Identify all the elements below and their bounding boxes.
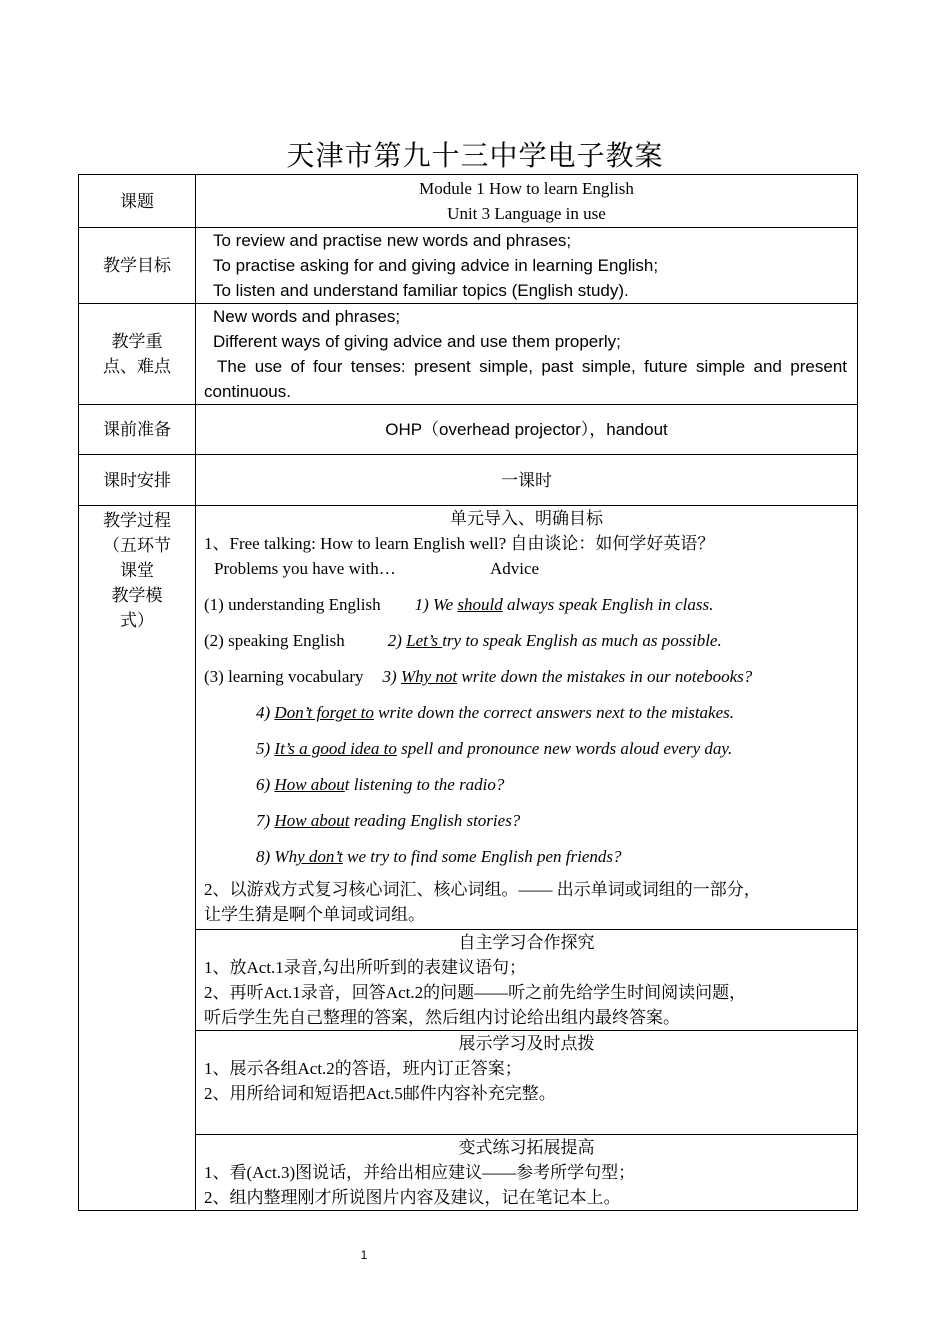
advice-list [204,587,849,875]
row-process-stage3 [79,1031,858,1135]
stage3-cell [196,1031,858,1135]
advice-row [204,587,849,623]
stage3-title: 展示学习及时点拨 [458,1034,595,1053]
stage3-line-1: 1、展示各组Act.2的答语，班内订正答案； [204,1059,522,1078]
stage4-title: 变式练习拓展提高 [458,1138,595,1157]
process-label-5: 式） [120,611,154,630]
advice-num: 3) [382,667,401,686]
topic-unit: Unit 3 Language in use [447,204,606,223]
advice-row [204,695,849,731]
label-time: 课时安排 [79,455,196,506]
key-3: The use of four tenses: present simple, past simple, future simple and present [217,357,847,376]
stage2-line-1: 1、放Act.1录音,勾出所听到的表建议语句； [204,958,527,977]
advice-key: Don’t forget to [274,703,374,722]
row-topic [79,175,858,228]
value-topic [196,175,858,228]
problem-text: (2) speaking English [204,631,345,650]
stage3-line-2: 2、用所给词和短语把Act.5邮件内容补充完整。 [204,1084,556,1103]
advice-pre: Wh [274,847,298,866]
stage1-intro: 1、Free talking: How to learn English well? 自由谈论：如何学好英语？ [204,534,715,553]
lesson-plan-table [78,174,858,1211]
value-prep: OHP（overhead projector），handout [196,405,858,455]
row-prep [79,405,858,455]
advice-row [204,839,849,875]
row-process-stage4 [79,1135,858,1211]
stage2-line-3: 听后学生先自己整理的答案，然后组内讨论给出组内最终答案。 [204,1008,680,1027]
process-label-2: （五环节 [103,536,171,555]
advice-key: It’s a good idea to [274,739,397,758]
stage1-cell [196,506,858,930]
advice-key: should [457,595,503,614]
row-key-points [79,304,858,405]
advice-text [256,739,732,758]
key-1: New words and phrases; [213,307,401,326]
advice-num: 1) [414,595,434,614]
process-label-3: 课堂 [120,561,154,580]
value-time: 一课时 [196,455,858,506]
stage4-line-1: 1、看(Act.3)图说话，并给出相应建议——参考所学句型； [204,1163,636,1182]
goal-2: To practise asking for and giving advice in learning English; [213,256,659,275]
advice-post: always speak English in class. [502,595,714,614]
advice-num: 2) [387,631,407,650]
label-process [79,506,196,1211]
stage1-title: 单元导入、明确目标 [450,509,603,528]
stage1-game-2: 让学生猜是啊个单词或词组。 [204,905,425,924]
header-advice: Advice [490,559,540,578]
advice-key: Let’s [406,631,443,650]
stage2-line-2: 2、再听Act.1录音，回答Act.2的问题——听之前先给学生时间阅读问题， [204,983,747,1002]
label-key-1: 教学重 [111,332,163,351]
value-key-points [196,304,858,405]
advice-text [256,703,734,722]
stage2-title: 自主学习合作探究 [458,933,595,952]
stage1-game-1: 2、以游戏方式复习核心词汇、核心词组。—— 出示单词或词组的一部分， [204,880,761,899]
key-4: continuous. [204,382,291,401]
advice-post: try to speak English as much as possible. [442,631,722,650]
advice-key: y don’t [297,847,343,866]
advice-row [204,803,849,839]
label-topic: 课题 [79,175,196,228]
topic-module: Module 1 How to learn English [419,179,634,198]
header-problems: Problems you have with… [214,559,396,578]
advice-row [204,767,849,803]
advice-row [204,623,849,659]
process-label-1: 教学过程 [103,511,171,530]
row-goals [79,228,858,304]
advice-num: 4) [256,703,275,722]
document-title: 天津市第九十三中学电子教案 [286,141,664,172]
goal-1: To review and practise new words and phrases; [213,231,572,250]
stage2-cell [196,930,858,1031]
stage4-cell [196,1135,858,1211]
advice-key: Why not [400,667,458,686]
advice-num: 6) [256,775,275,794]
advice-num: 5) [256,739,275,758]
advice-post: t listening to the radio? [344,775,505,794]
advice-pre: We [433,595,458,614]
label-key-points [79,304,196,405]
advice-key: How abou [274,775,345,794]
value-goals [196,228,858,304]
page-number: 1 [360,1248,368,1262]
problem-text: (3) learning vocabulary [204,667,364,686]
label-key-2: 点、难点 [103,357,171,376]
advice-text [388,631,722,650]
stage1-headers [204,556,849,587]
advice-post: we try to find some English pen friends? [342,847,622,866]
key-2: Different ways of giving advice and use them properly; [213,332,621,351]
goal-3: To listen and understand familiar topics (English study). [213,281,629,300]
advice-text [256,775,504,794]
advice-text [383,667,753,686]
row-process-stage2 [79,930,858,1031]
advice-row [204,659,849,695]
label-prep: 课前准备 [79,405,196,455]
stage4-line-2: 2、组内整理刚才所说图片内容及建议，记在笔记本上。 [204,1188,621,1207]
advice-text [256,811,520,830]
advice-text [415,595,714,614]
advice-key: How about [274,811,350,830]
row-process-stage1 [79,506,858,930]
advice-post: write down the correct answers next to the mistakes. [373,703,735,722]
advice-text [256,847,621,866]
process-label-4: 教学模 [111,586,163,605]
advice-row [204,731,849,767]
row-time [79,455,858,506]
advice-post: spell and pronounce new words aloud every day. [396,739,733,758]
label-goals: 教学目标 [79,228,196,304]
advice-post: write down the mistakes in our notebooks? [457,667,753,686]
advice-num: 7) [256,811,275,830]
advice-num: 8) [256,847,275,866]
problem-text: (1) understanding English [204,595,381,614]
advice-post: reading English stories? [349,811,521,830]
